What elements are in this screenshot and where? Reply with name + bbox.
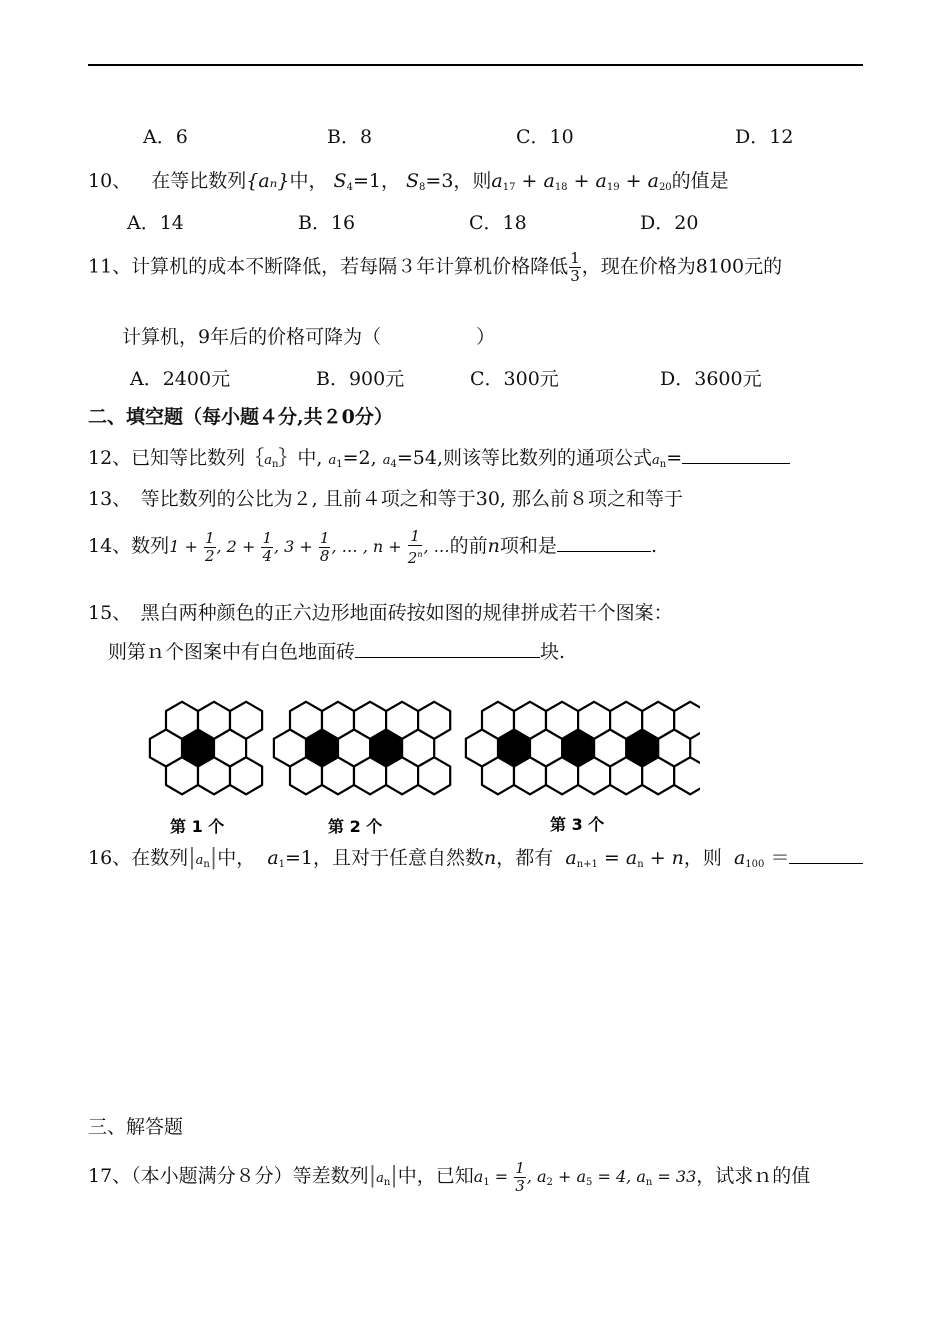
q16-cond2: ，都有 bbox=[496, 847, 554, 869]
question-12: 12、已知等比数列$\{a_n\}$中, $a_1=2$, $a_4=54$,则该等比数列的通项公式$a_n=$ bbox=[88, 443, 790, 470]
figure-label-3: 第 3 个 bbox=[550, 815, 605, 834]
q11-line1-tail: ，现在价格为8100元的 bbox=[581, 255, 783, 278]
q17-pre: 17、（本小题满分８分）等差数列 bbox=[88, 1165, 369, 1187]
q12-a1: =2, bbox=[342, 447, 377, 469]
question-15-line2 bbox=[108, 637, 565, 664]
white-hex-tile bbox=[198, 702, 230, 739]
white-hex-tile bbox=[514, 757, 546, 794]
white-hex-tile bbox=[642, 757, 674, 794]
q10-option-d: D．20 bbox=[640, 212, 699, 234]
q12-answer-blank[interactable] bbox=[682, 445, 790, 464]
white-hex-tile bbox=[546, 757, 578, 794]
white-hex-tile bbox=[578, 702, 610, 739]
q16-mid: 中， bbox=[217, 847, 256, 869]
question-13: 13、 等比数列的公比为２, 且前４项之和等于30, 那么前８项之和等于 bbox=[88, 488, 684, 510]
section-2-heading: 二、填空题（每小题４分,共２0分） bbox=[88, 406, 393, 428]
q14-mid: 的前 bbox=[449, 535, 488, 557]
white-hex-tile bbox=[642, 702, 674, 739]
q10-option-c: C．18 bbox=[469, 212, 527, 234]
q12-eq: = bbox=[666, 447, 683, 469]
hexagon-pattern-figure bbox=[140, 690, 700, 840]
q10-tail: 的值是 bbox=[671, 170, 729, 192]
q15-line2-pre: 则第ｎ个图案中有白色地面砖 bbox=[108, 641, 356, 663]
q16-seq: $|a_n|$ bbox=[188, 845, 218, 870]
q17-conditions: $a_1$ = $\frac{1}{3}$ , $a_2 + a_5 = 4$, $a_n = 33$ bbox=[473, 1159, 697, 1195]
white-hex-tile bbox=[322, 702, 354, 739]
q11-fraction: $\frac{1}{3}$ bbox=[570, 249, 580, 285]
section-3-heading: 三、解答题 bbox=[88, 1116, 184, 1138]
q9-option-b: B．8 bbox=[327, 126, 373, 148]
q10-option-b: B．16 bbox=[298, 212, 356, 234]
q16-n: n bbox=[484, 847, 497, 869]
q11-option-d: D．3600元 bbox=[660, 368, 762, 390]
white-hex-tile bbox=[166, 757, 198, 794]
question-14 bbox=[88, 528, 657, 567]
q16-a1: =1 bbox=[285, 847, 314, 869]
q9-option-c: C．10 bbox=[516, 126, 574, 148]
white-hex-tile bbox=[418, 757, 450, 794]
q14-end: . bbox=[650, 535, 657, 557]
white-hex-tile bbox=[230, 757, 262, 794]
q11-option-a: A．2400元 bbox=[130, 368, 231, 390]
question-16: 16、在数列$|a_n|$中， $a_1=1$，且对于任意自然数n，都有 $a_{n+1} = a_n + n$，则 $a_{100}$ ＝ bbox=[88, 843, 863, 870]
q15-answer-blank[interactable] bbox=[355, 639, 540, 658]
white-hex-tile bbox=[198, 757, 230, 794]
q14-answer-blank[interactable] bbox=[557, 533, 651, 552]
header-rule bbox=[88, 64, 863, 66]
q16-then: ，则 bbox=[683, 847, 722, 869]
q16-pre: 16、在数列 bbox=[88, 847, 189, 869]
q17-seq: $|a_n|$ bbox=[368, 1163, 398, 1188]
q16-cond: ，且对于任意自然数 bbox=[313, 847, 485, 869]
q15-line2-post: 块. bbox=[540, 641, 566, 663]
white-hex-tile bbox=[610, 757, 642, 794]
figure-label-1: 第 1 个 bbox=[170, 817, 225, 836]
white-hex-tile bbox=[482, 757, 514, 794]
figure-label-2: 第 2 个 bbox=[328, 817, 383, 836]
white-hex-tile bbox=[610, 702, 642, 739]
q15-line1: 15、 黑白两种颜色的正六边形地面砖按如图的规律拼成若干个图案： bbox=[88, 602, 673, 624]
q12-mid: ｝中, bbox=[278, 447, 323, 469]
q14-n: n bbox=[487, 535, 500, 557]
q16-recurrence: $a_{n+1} = a_n + n$ bbox=[565, 847, 684, 870]
white-hex-tile bbox=[386, 757, 418, 794]
question-11 bbox=[88, 250, 782, 285]
q10-text: 在等比数列 bbox=[151, 170, 247, 192]
q10-seq: {aₙ} bbox=[246, 170, 290, 192]
q12-a4: =54,则该等比数列的通项公式 bbox=[396, 447, 653, 469]
white-hex-tile bbox=[290, 702, 322, 739]
q16-answer-blank[interactable] bbox=[789, 845, 863, 864]
q14-pre: 14、数列 bbox=[88, 535, 170, 557]
q11-line2: 计算机，9年后的价格可降为（ ） bbox=[122, 326, 496, 348]
q9-option-d: D．12 bbox=[735, 126, 794, 148]
white-hex-tile bbox=[230, 702, 262, 739]
q16-eq: ＝ bbox=[770, 847, 790, 869]
white-hex-tile bbox=[166, 702, 198, 739]
white-hex-tile bbox=[546, 702, 578, 739]
white-hex-tile bbox=[322, 757, 354, 794]
white-hex-tile bbox=[514, 702, 546, 739]
white-hex-tile bbox=[290, 757, 322, 794]
q12-pre: 12、已知等比数列｛ bbox=[88, 447, 265, 469]
q14-sequence: 1 + $\frac{1}{2}$ , 2 + $\frac{1}{4}$ , 3 + $\frac{1}{8}$ , … , n + $\frac{1}{2^n}$ , … bbox=[169, 527, 450, 567]
q14-tail: 项和是 bbox=[499, 535, 557, 557]
white-hex-tile bbox=[482, 702, 514, 739]
q11-option-b: B．900元 bbox=[316, 368, 405, 390]
white-hex-tile bbox=[578, 757, 610, 794]
q17-tail: ，试求ｎ的值 bbox=[696, 1165, 811, 1187]
q9-option-a: A．6 bbox=[143, 126, 188, 148]
q11-line1: 11、计算机的成本不断降低，若每隔３年计算机价格降低 bbox=[88, 255, 569, 278]
white-hex-tile bbox=[354, 757, 386, 794]
question-17 bbox=[88, 1160, 810, 1195]
q10-option-a: A．14 bbox=[127, 212, 184, 234]
q10-sum-expression: $a_{17} + a_{18} + a_{19} + a_{20}$ bbox=[491, 170, 672, 193]
q10-s4: =1， bbox=[352, 170, 400, 192]
q11-option-c: C．300元 bbox=[470, 368, 559, 390]
white-hex-tile bbox=[418, 702, 450, 739]
q10-number: 10、 bbox=[88, 170, 132, 192]
q17-mid: 中，已知 bbox=[397, 1165, 474, 1187]
white-hex-tile bbox=[386, 702, 418, 739]
white-hex-tile bbox=[354, 702, 386, 739]
q10-s8: =3，则 bbox=[425, 170, 492, 192]
q10-mid: 中， bbox=[289, 170, 328, 192]
question-10: 10、 在等比数列{aₙ}中， $S_4=1$， $S_8=3$，则$a_{17} + a_{18} + a_{19} + a_{20}$的值是 bbox=[88, 170, 729, 193]
